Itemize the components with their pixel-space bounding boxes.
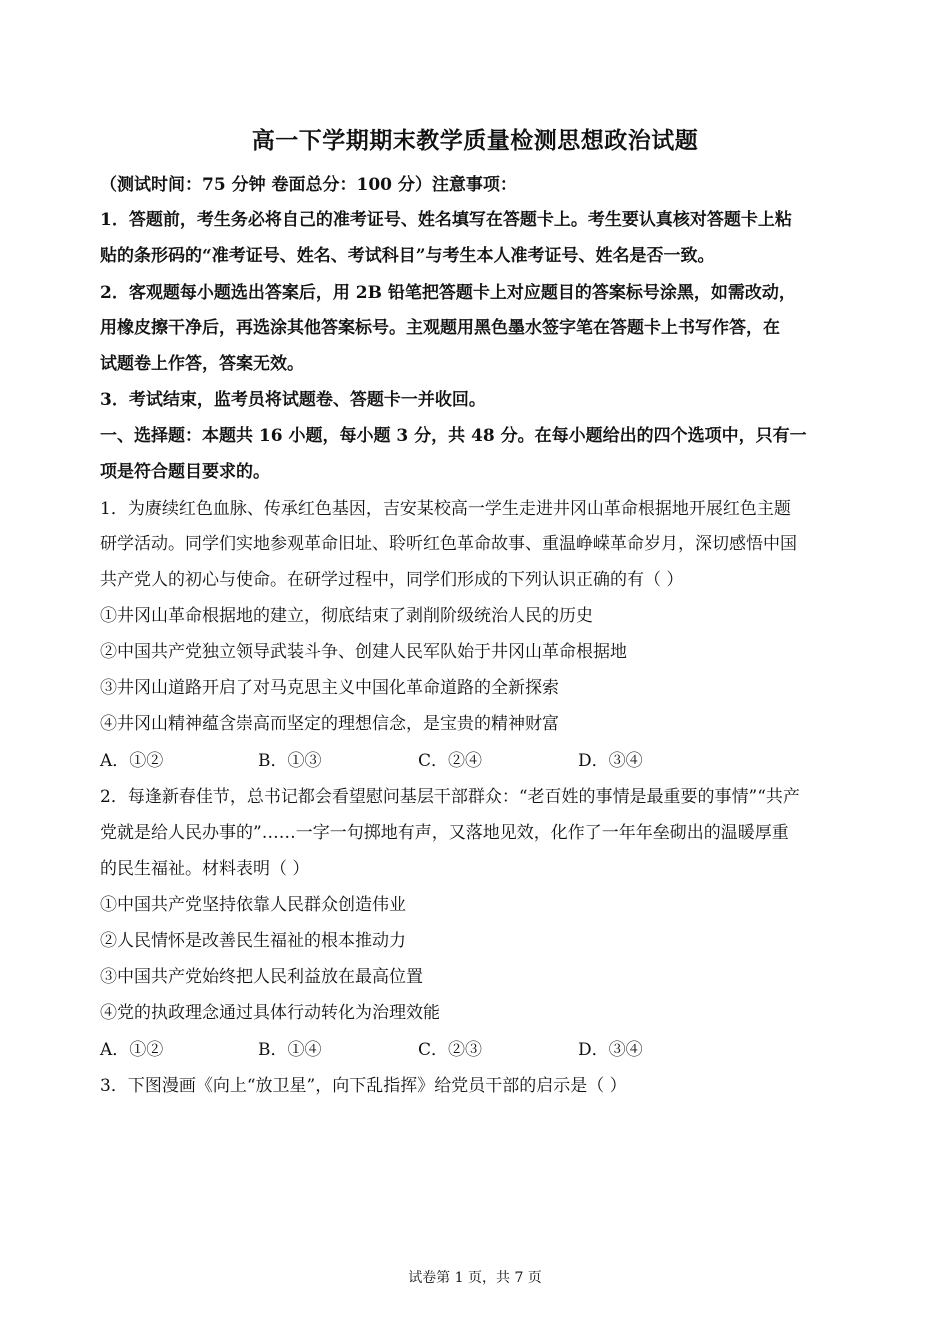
question-2-stem-line-3: 的民生福祉。材料表明（ ） (100, 859, 310, 879)
question-2-stem-line-2: 党就是给人民办事的”……一字一句掷地有声，又落地见效，化作了一年年垒砌出的温暖厚重 (100, 823, 789, 843)
question-1-statement-4: ④井冈山精神蕴含崇高而坚定的理想信念，是宝贵的精神财富 (100, 714, 559, 734)
question-2-statement-3: ③中国共产党始终把人民利益放在最高位置 (100, 967, 423, 987)
question-2-option-c: C．②③ (418, 1040, 483, 1060)
notice-item-2-line-1: 2．客观题每小题选出答案后，用 2B 铅笔把答题卡上对应题目的答案标号涂黑，如需改动， (100, 283, 796, 303)
exam-notice-header: （测试时间：75 分钟 卷面总分：100 分）注意事项： (100, 175, 517, 195)
question-2-option-d: D．③④ (578, 1040, 643, 1060)
question-1-option-a: A．①② (100, 751, 164, 771)
question-2-statement-2: ②人民情怀是改善民生福祉的根本推动力 (100, 931, 406, 951)
question-1-option-c: C．②④ (418, 751, 483, 771)
notice-item-3: 3．考试结束，监考员将试题卷、答题卡一并收回。 (100, 390, 486, 410)
question-1-stem-line-2: 研学活动。同学们实地参观革命旧址、聆听红色革命故事、重温峥嵘革命岁月，深切感悟中国 (100, 534, 797, 554)
question-2-stem-line-1: 2．每逢新春佳节，总书记都会看望慰问基层干部群众：“老百姓的事情是最重要的事情”“共产 (100, 787, 800, 807)
question-1-stem-line-3: 共产党人的初心与使命。在研学过程中，同学们形成的下列认识正确的有（ ） (100, 570, 684, 590)
question-1-option-b: B．①③ (258, 751, 322, 771)
notice-item-2-line-3: 试题卷上作答，答案无效。 (100, 354, 304, 374)
notice-item-2-line-2: 用橡皮擦干净后，再选涂其他答案标号。主观题用黑色墨水签字笔在答题卡上书写作答，在 (100, 318, 780, 338)
question-2-option-b: B．①④ (258, 1040, 322, 1060)
question-1-stem-line-1: 1．为赓续红色血脉、传承红色基因，吉安某校高一学生走进井冈山革命根据地开展红色主题 (100, 499, 791, 519)
section-heading-line-1: 一、选择题：本题共 16 小题，每小题 3 分，共 48 分。在每小题给出的四个选项中，只有一 (100, 426, 807, 446)
notice-item-1-line-1: 1．答题前，考生务必将自己的准考证号、姓名填写在答题卡上。考生要认真核对答题卡上粘 (100, 210, 792, 230)
question-2-statement-1: ①中国共产党坚持依靠人民群众创造伟业 (100, 895, 406, 915)
question-1-statement-2: ②中国共产党独立领导武装斗争、创建人民军队始于井冈山革命根据地 (100, 642, 627, 662)
notice-item-1-line-2: 贴的条形码的“准考证号、姓名、考试科目”与考生本人准考证号、姓名是否一致。 (100, 246, 715, 266)
question-2-option-a: A．①② (100, 1040, 164, 1060)
question-2-statement-4: ④党的执政理念通过具体行动转化为治理效能 (100, 1003, 440, 1023)
question-1-option-d: D．③④ (578, 751, 643, 771)
page-footer: 试卷第 1 页，共 7 页 (408, 1270, 542, 1286)
section-heading-line-2: 项是符合题目要求的。 (100, 462, 270, 482)
page-title: 高一下学期期末教学质量检测思想政治试题 (251, 127, 699, 154)
question-1-statement-1: ①井冈山革命根据地的建立，彻底结束了剥削阶级统治人民的历史 (100, 606, 593, 626)
question-1-statement-3: ③井冈山道路开启了对马克思主义中国化革命道路的全新探索 (100, 678, 559, 698)
question-3-stem: 3．下图漫画《向上“放卫星”，向下乱指挥》给党员干部的启示是（ ） (100, 1076, 627, 1096)
